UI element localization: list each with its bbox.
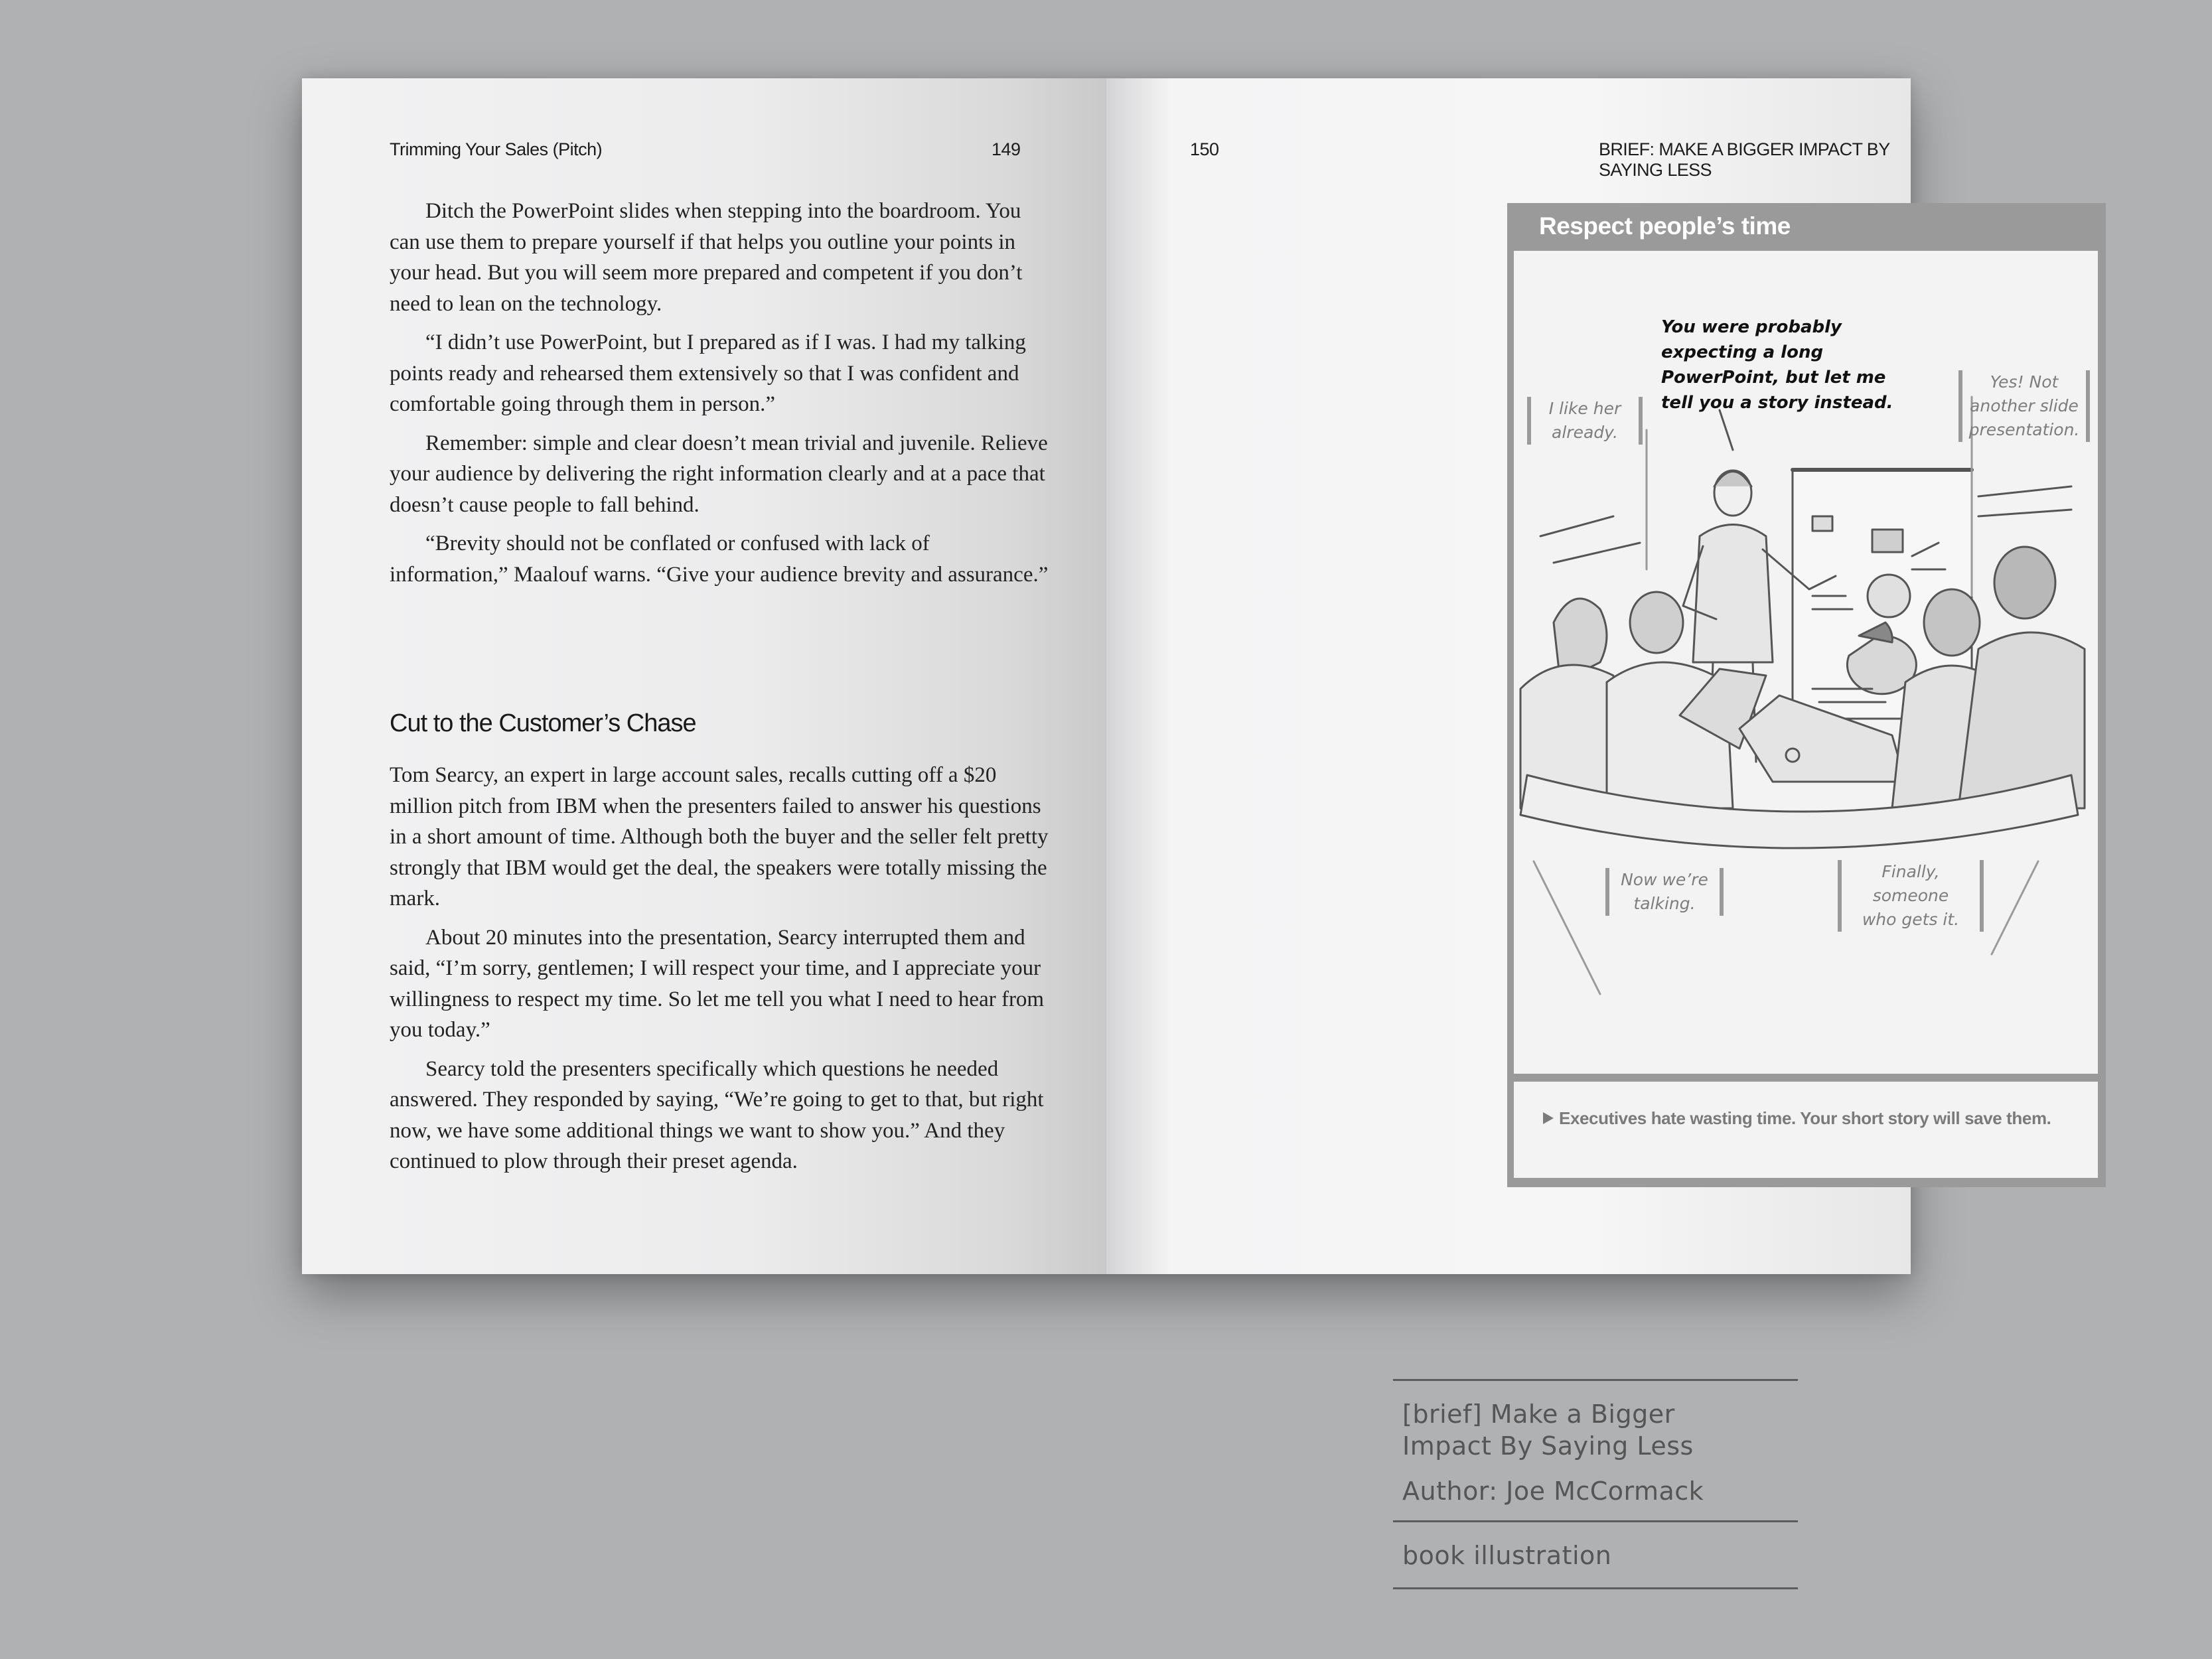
presenter-speech xyxy=(1661,315,1927,415)
figure-caption-box xyxy=(1514,1082,2098,1178)
left-page xyxy=(302,78,1106,1274)
thought-bubble-bottom-right xyxy=(1838,860,1984,932)
thought-line: talking. xyxy=(1633,894,1696,913)
speech-line: expecting a long xyxy=(1661,342,1824,362)
thought-line: Now we’re xyxy=(1621,870,1708,889)
book-title-line: [brief] Make a Bigger xyxy=(1402,1400,1675,1429)
project-category: book illustration xyxy=(1402,1541,1612,1570)
thought-line: another slide xyxy=(1970,396,2079,415)
paragraph: “I didn’t use PowerPoint, but I prepared as if I was. I had my talking points ready and rehearsed them extensively so that I was confident and comfortable going through them in person.” xyxy=(390,330,1026,416)
meeting-illustration xyxy=(1514,251,2098,1074)
right-running-title: BRIEF: MAKE A BIGGER IMPACT BY SAYING LESS xyxy=(1599,139,1890,180)
figure-caption xyxy=(1543,1108,2051,1129)
left-running-title: Trimming Your Sales (Pitch) xyxy=(390,139,603,159)
divider xyxy=(1393,1520,1798,1522)
figure-title: Respect people’s time xyxy=(1539,212,1791,240)
paragraph: Remember: simple and clear doesn’t mean trivial and juvenile. Relieve your audience by delivering the right information clearly and at a pace that doesn’t cause people to fall behind. xyxy=(390,431,1048,517)
paragraph: Searcy told the presenters specifically which questions he needed answered. They responded by saying, “We’re going to get to that, but right now, we have some additional things we want to show you.” And they continued to plow through their preset agenda. xyxy=(390,1056,1044,1173)
body-text-bottom xyxy=(390,760,1053,1185)
thought-line: who gets it. xyxy=(1862,910,1960,929)
thought-bubble-bottom-left xyxy=(1605,868,1724,916)
book-title-line: Impact By Saying Less xyxy=(1402,1431,1694,1461)
book-author: Author: Joe McCormack xyxy=(1402,1477,1704,1506)
thought-line: I like her xyxy=(1548,399,1621,418)
divider xyxy=(1393,1587,1798,1589)
right-page-number: 150 xyxy=(1190,139,1219,159)
paragraph: Tom Searcy, an expert in large account sales, recalls cutting off a $20 million pitch from IBM when the presenters failed to answer his questions in a short amount of time. Although both the buyer and the seller felt pretty strongly that IBM would get the deal, the speakers were totally missing the mark. xyxy=(390,763,1049,910)
paragraph: Ditch the PowerPoint slides when stepping into the boardroom. You can use them to prepare yourself if that helps you outline your points in your head. But you will seem more prepared and competent if you don’t need to lean on the technology. xyxy=(390,199,1023,316)
caption-text: Executives hate wasting time. Your short story will save them. xyxy=(1559,1108,2051,1128)
section-heading: Cut to the Customer’s Chase xyxy=(390,709,696,737)
info-panel xyxy=(1393,1379,1798,1589)
paragraph: About 20 minutes into the presentation, Searcy interrupted them and said, “I’m sorry, gentlemen; I will respect your time, and I appreciate your willingness to respect my time. So let me tell you what I need to hear from you today.” xyxy=(390,925,1045,1042)
thought-line: already. xyxy=(1552,423,1618,442)
figure-panel xyxy=(1507,203,2106,1187)
thought-line: presentation. xyxy=(1968,420,2080,439)
left-page-number: 149 xyxy=(992,139,1021,159)
book-title xyxy=(1402,1398,1798,1462)
right-page xyxy=(1106,78,2080,1274)
speech-line: You were probably xyxy=(1661,317,1842,337)
speech-line: tell you a story instead. xyxy=(1661,393,1893,413)
divider xyxy=(1393,1379,1798,1381)
thought-line: Yes! Not xyxy=(1990,372,2059,392)
thought-bubble-left xyxy=(1527,397,1643,445)
book-spread xyxy=(302,78,2080,1274)
body-text-top xyxy=(390,196,1053,598)
speech-line: PowerPoint, but let me xyxy=(1661,368,1886,388)
triangle-bullet-icon xyxy=(1543,1112,1554,1124)
thought-bubble-right xyxy=(1958,370,2090,442)
paragraph: “Brevity should not be conflated or confused with lack of information,” Maalouf warns. “Give your audience brevity and assurance.” xyxy=(390,532,1049,587)
thought-line: Finally, someone xyxy=(1872,862,1949,905)
